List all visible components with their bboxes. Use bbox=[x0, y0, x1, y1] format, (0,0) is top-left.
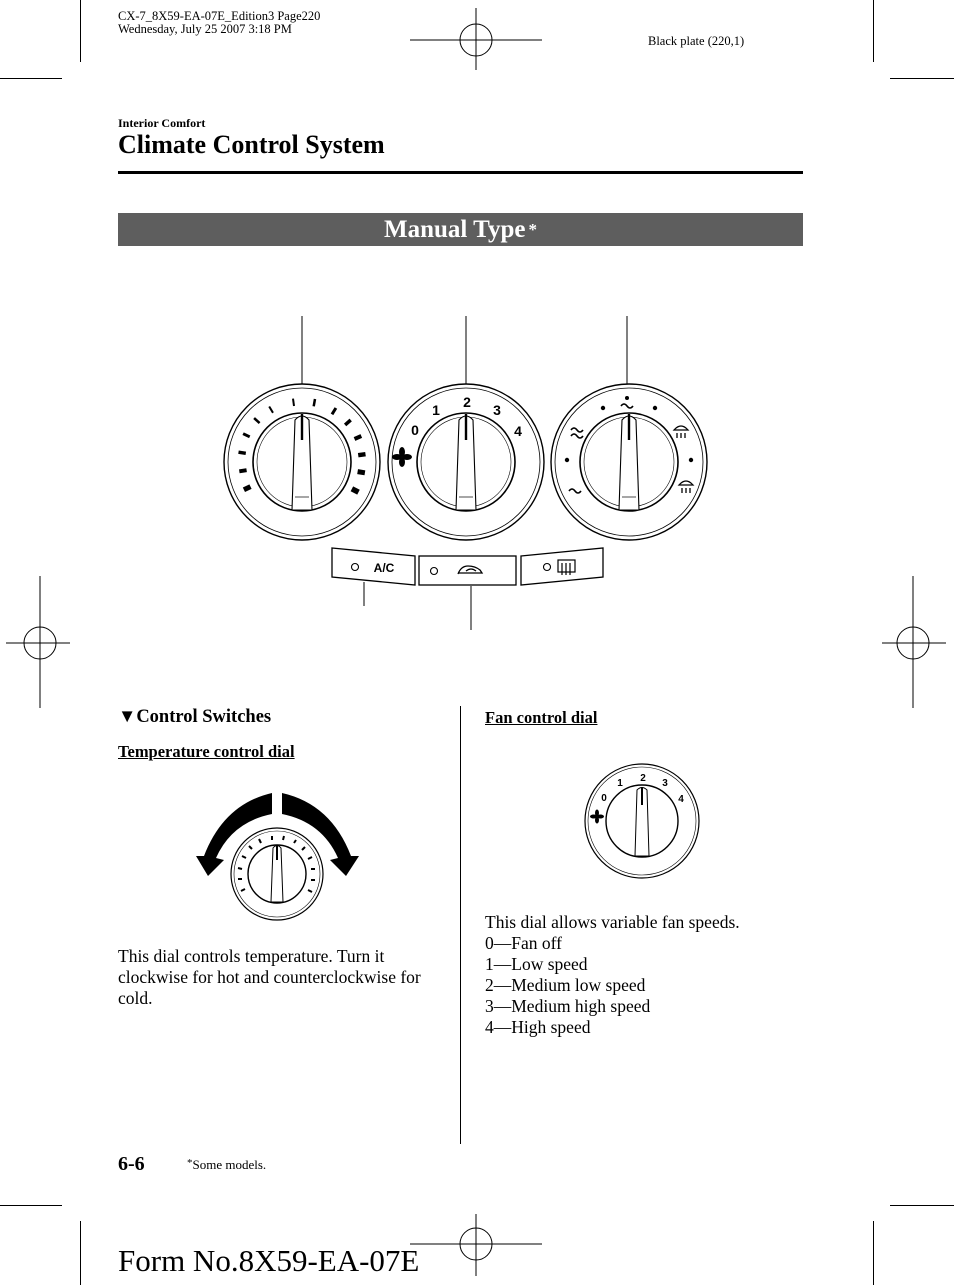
fan-small-label-3: 3 bbox=[662, 778, 668, 789]
footnote bbox=[187, 1157, 266, 1173]
fan-small-label-1: 1 bbox=[617, 778, 623, 789]
fan-dial-description bbox=[485, 912, 785, 1038]
plate-info: Black plate (220,1) bbox=[648, 34, 745, 48]
fan-speed-2: 2—Medium low speed bbox=[485, 975, 646, 995]
fan-speed-0: 0—Fan off bbox=[485, 933, 562, 953]
registration-mark-top bbox=[410, 8, 544, 70]
footnote-text: Some models. bbox=[192, 1157, 267, 1172]
panel-fan-dial bbox=[388, 384, 544, 540]
fan-speed-1: 1—Low speed bbox=[485, 954, 588, 974]
triangle-marker-icon: ▼ bbox=[118, 707, 137, 727]
fan-speed-3: 3—Medium high speed bbox=[485, 996, 651, 1016]
recirculation-button bbox=[419, 556, 516, 585]
file-info-line1: CX-7_8X59-EA-07E_Edition3 Page220 bbox=[118, 9, 321, 23]
file-info-line2: Wednesday, July 25 2007 3:18 PM bbox=[118, 22, 292, 36]
control-switches-heading-text: Control Switches bbox=[136, 707, 272, 727]
temperature-dial-heading: Temperature control dial bbox=[118, 742, 295, 761]
asterisk-icon: * bbox=[528, 220, 537, 239]
registration-mark-bottom bbox=[410, 1214, 544, 1276]
temperature-dial-illustration bbox=[193, 788, 363, 923]
panel-mode-dial bbox=[551, 384, 707, 540]
fan-small-label-2: 2 bbox=[640, 773, 646, 784]
fan-label-1: 1 bbox=[432, 402, 440, 418]
section-label: Interior Comfort bbox=[118, 116, 206, 130]
fan-dial-intro: This dial allows variable fan speeds. bbox=[485, 912, 740, 932]
fan-label-2: 2 bbox=[463, 394, 471, 410]
fan-small-label-4: 4 bbox=[678, 794, 684, 805]
manual-type-title: Manual Type bbox=[384, 216, 526, 243]
fan-label-3: 3 bbox=[493, 402, 501, 418]
page-number: 6-6 bbox=[118, 1153, 145, 1175]
control-panel-illustration bbox=[200, 300, 740, 640]
title-rule bbox=[118, 171, 803, 174]
footnote-star-icon: * bbox=[187, 1157, 193, 1169]
form-number: Form No.8X59-EA-07E bbox=[118, 1243, 420, 1278]
column-divider bbox=[460, 706, 461, 1144]
fan-label-4: 4 bbox=[514, 423, 522, 439]
registration-mark-left bbox=[6, 576, 70, 708]
file-info bbox=[118, 10, 320, 36]
page-title: Climate Control System bbox=[118, 130, 385, 159]
fan-dial-heading: Fan control dial bbox=[485, 708, 598, 727]
manual-type-band bbox=[118, 213, 803, 246]
fan-speed-4: 4—High speed bbox=[485, 1017, 591, 1037]
rear-defroster-button bbox=[521, 548, 603, 585]
fan-small-label-0: 0 bbox=[601, 793, 607, 804]
ac-button bbox=[332, 548, 415, 585]
panel-temperature-dial bbox=[224, 384, 380, 540]
registration-mark-right bbox=[882, 576, 946, 708]
ac-button-label: A/C bbox=[373, 561, 395, 575]
fan-dial-illustration bbox=[583, 762, 703, 882]
control-switches-heading bbox=[118, 707, 271, 728]
temperature-dial-description: This dial controls temperature. Turn it clockwise for hot and counterclockwise for cold. bbox=[118, 946, 421, 1008]
fan-label-0: 0 bbox=[411, 422, 419, 438]
